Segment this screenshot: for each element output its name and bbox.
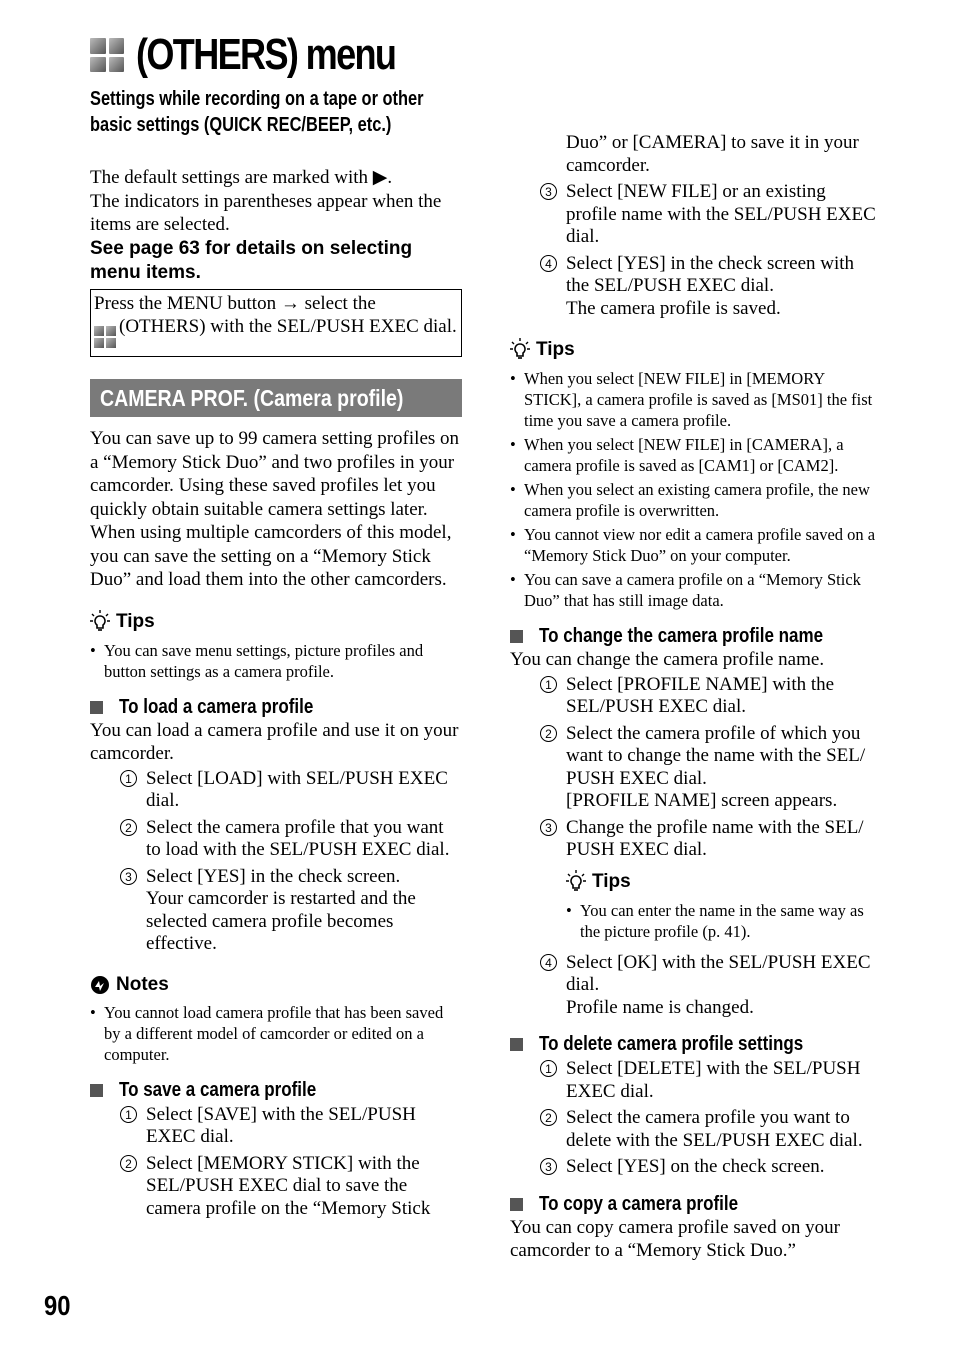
step-text: Select [PROFILE NAME] with the SEL/PUSH EXEC dial. [566,673,835,717]
section-header [90,379,462,417]
lightbulb-icon [510,338,530,362]
step-text: Select the camera profile of which you want to change the name with the SEL/ PUSH EXEC dial. [566,722,866,789]
square-bullet-icon [510,1198,523,1211]
step-note: The camera profile is saved. [566,297,781,319]
step-item [540,1058,880,1103]
rename-steps [510,674,880,862]
step-item [540,674,880,719]
step-number: 2 [120,819,137,836]
menu-instruction-part1: Press the MENU button → select the [94,292,376,314]
save-heading [90,1079,462,1102]
tips-label: Tips [592,870,631,892]
delete-heading-text: To delete camera profile settings [539,1033,804,1055]
notes-icon [90,975,110,995]
indicator-text: The indicators in parentheses appear when the items are selected. [90,190,442,235]
step-text: Select [YES] in the check screen. [146,865,401,887]
square-bullet-icon [90,701,103,714]
step-text: Select [MEMORY STICK] with the SEL/PUSH EXEC dial to save the camera profile on the “Memory Stick [146,1152,431,1219]
square-bullet-icon [510,630,523,643]
step-item [540,1107,880,1152]
save-steps-right [510,132,880,320]
square-bullet-icon [90,1084,103,1097]
menu-instruction-box [90,289,462,358]
step-text: Select [YES] in the check screen with the SEL/PUSH EXEC dial. [566,252,855,296]
left-column [90,166,462,1224]
default-settings-text: The default settings are marked with ▶. [90,167,393,188]
rename-desc: You can change the camera profile name. [510,649,825,670]
step-item [540,253,880,321]
step-number: 2 [540,1109,557,1126]
step-number: 3 [540,1158,557,1175]
step-item [540,181,880,249]
step-text: Select [YES] on the check screen. [566,1156,825,1177]
step-text: Select [OK] with the SEL/PUSH EXEC dial. [566,951,871,995]
step-text: Select [DELETE] with the SEL/PUSH EXEC dial. [566,1058,861,1102]
menu-instruction-part2: (OTHERS) with the SEL/PUSH EXEC dial. [119,316,457,337]
tip-item: • When you select an existing camera profile, the new camera profile is overwritten. [510,479,880,521]
step-number: 3 [540,183,557,200]
step-number: 2 [120,1155,137,1172]
note-item: • You cannot load camera profile that has been saved by a different model of camcorder or edited on a computer. [90,1002,462,1065]
step-text: Select [SAVE] with the SEL/PUSH EXEC dial. [146,1103,416,1147]
others-menu-icon [90,38,124,72]
step-text: Select the camera profile you want to delete with the SEL/PUSH EXEC dial. [566,1107,863,1151]
section-body: You can save up to 99 camera setting profiles on a “Memory Stick Duo” and two profiles in your camcorder. Using these saved profiles let you quickly obtain suitable camera settings later. When using multiple camcorders of this model, you can save the setting on a “Memory Stick Duo” and load them into the other camcorders. [90,428,460,590]
save-heading-text: To save a camera profile [119,1078,317,1101]
step-number: 1 [540,676,557,693]
rename-heading-text: To change the camera profile name [539,625,824,647]
copy-heading [510,1193,880,1216]
step-item [540,1156,880,1179]
tips-header [90,610,462,634]
tip-item: • You can save a camera profile on a “Memory Stick Duo” that has still image data. [510,569,880,611]
step-item [540,723,880,813]
step-item [120,866,462,956]
tips-label: Tips [116,610,155,632]
step-text: Select the camera profile that you want to load with the SEL/PUSH EXEC dial. [146,816,450,860]
square-bullet-icon [510,1038,523,1051]
step-item [540,817,880,862]
page-number: 90 [44,1290,71,1321]
notes-list [90,1002,462,1065]
right-column [510,130,880,1263]
step-text: Select [LOAD] with SEL/PUSH EXEC dial. [146,767,448,811]
step-item [120,1153,462,1221]
step-text: Select [NEW FILE] or an existing profile name with the SEL/PUSH EXEC dial. [566,181,876,247]
step-number: 3 [120,868,137,885]
delete-steps [510,1058,880,1179]
tip-item: • When you select [NEW FILE] in [MEMORY STICK], a camera profile is saved as [MS01] the fist time you save a camera profile. [510,368,880,431]
copy-heading-text: To copy a camera profile [539,1192,739,1215]
others-icon [94,326,116,348]
tips-header [510,338,880,362]
step-number: 1 [540,1060,557,1077]
step-text: Duo” or [CAMERA] to save it in your camcorder. [566,132,859,176]
step-number: 1 [120,1106,137,1123]
step-number: 4 [540,255,557,272]
rename-tips [510,870,880,942]
page-title [90,30,452,80]
copy-desc: You can copy camera profile saved on your camcorder to a “Memory Stick Duo.” [510,1216,840,1261]
tip-item: • When you select [NEW FILE] in [CAMERA], a camera profile is saved as [CAM1] or [CAM2]. [510,434,880,476]
step-item [120,768,462,813]
tip-item: • You can enter the name in the same way as the picture profile (p. 41). [566,900,880,942]
see-page-text: See page 63 for details on selecting menu items. [90,237,413,283]
step-item [540,952,880,1020]
tip-item: • You cannot view nor edit a camera profile saved on a “Memory Stick Duo” on your computer. [510,524,880,566]
page-title-text: (OTHERS) menu [136,30,396,79]
step-item [120,1104,462,1149]
rename-heading [510,625,880,648]
rename-step4 [510,952,880,1020]
lightbulb-icon [90,610,110,634]
load-steps [90,768,462,956]
notes-label: Notes [116,973,169,995]
step-note: Your camcorder is restarted and the selected camera profile becomes effective. [146,888,416,954]
load-desc: You can load a camera profile and use it on your camcorder. [90,719,459,764]
step-number: 2 [540,725,557,742]
lightbulb-icon [566,870,586,894]
tips-header [566,870,880,894]
step-note: Profile name is changed. [566,996,754,1018]
tips-list [510,368,880,611]
page-subtitle: Settings while recording on a tape or other basic settings (QUICK REC/BEEP, etc.) [90,88,424,136]
tips-label: Tips [536,339,575,360]
step-number: 4 [540,954,557,971]
notes-header [90,974,462,996]
delete-heading [510,1033,880,1056]
tips-list [90,640,462,682]
step-number: 3 [540,819,557,836]
step-note: [PROFILE NAME] screen appears. [566,790,838,811]
tip-item: • You can save menu settings, picture profiles and button settings as a camera profile. [90,640,462,682]
step-number: 1 [120,770,137,787]
step-text: Change the profile name with the SEL/ PUSH EXEC dial. [566,816,864,860]
tips-list [566,900,880,942]
section-title: CAMERA PROF. (Camera profile) [100,384,404,411]
step-item [120,817,462,862]
step-continuation [540,132,880,177]
save-steps-left [90,1104,462,1221]
load-heading-text: To load a camera profile [119,695,314,718]
load-heading [90,696,462,719]
